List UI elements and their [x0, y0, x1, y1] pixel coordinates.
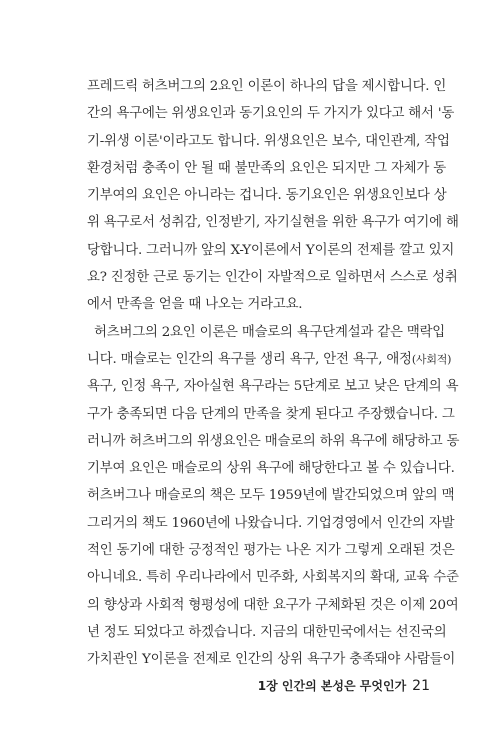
text-line: 요? 진정한 근로 동기는 인간이 자발적으로 일하면서 스스로 성취: [87, 270, 458, 286]
text-line: 적인 동기에 대한 긍정적인 평가는 나온 지가 그렇게 오래된 것은: [87, 543, 455, 559]
page-footer: [258, 677, 430, 694]
text-line: 가치관인 Y이론을 전제로 인간의 상위 욕구가 충족돼야 사람들이: [87, 652, 456, 668]
text-line: 그리거의 책도 1960년에 나왔습니다. 기업경영에서 인간의 자발: [87, 515, 455, 531]
text-line: 프레드릭 허츠버그의 2요인 이론이 하나의 답을 제시합니다. 인: [87, 79, 447, 94]
text-line: 러니까 허츠버그의 위생요인은 매슬로의 하위 욕구에 해당하고 동: [87, 433, 460, 449]
text-line: 당합니다. 그러니까 앞의 X-Y이론에서 Y이론의 전제를 깔고 있지: [87, 242, 455, 258]
page-number: 21: [412, 678, 430, 694]
text-line: 아니네요. 특히 우리나라에서 민주화, 사회복지의 확대, 교육 수준: [87, 570, 459, 586]
text-line: 허츠버그나 매슬로의 책은 모두 1959년에 발간되었으며 앞의 맥: [87, 488, 455, 504]
text-line: 환경처럼 충족이 안 될 때 불만족의 요인은 되지만 그 자체가 동: [87, 160, 446, 176]
inline-note: (사회적): [411, 352, 452, 366]
text-line: 구가 충족되면 다음 단계의 만족을 찾게 된다고 주장했습니다. 그: [87, 406, 455, 422]
text-line: 간의 욕구에는 위생요인과 동기요인의 두 가지가 있다고 해서 '동: [87, 106, 455, 122]
text-line-with-note: [87, 346, 452, 373]
text-line: 허츠버그의 2요인 이론은 매슬로의 욕구단계설과 같은 맥락입: [94, 324, 446, 340]
text-line: 기부여 요인은 매슬로의 상위 욕구에 해당한다고 볼 수 있습니다.: [87, 461, 455, 477]
text-line: 기-위생 이론'이라고도 합니다. 위생요인은 보수, 대인관계, 작업: [87, 133, 450, 149]
text-line: 기부여의 요인은 아니라는 겁니다. 동기요인은 위생요인보다 상: [87, 188, 447, 204]
text-line: 년 정도 되었다고 하겠습니다. 지금의 대한민국에서는 선진국의: [87, 624, 447, 640]
text-span: 니다. 매슬로는 인간의 욕구를 생리 욕구, 안전 욕구, 애정: [87, 351, 412, 367]
text-line: 에서 만족을 얻을 때 나오는 거라고요.: [87, 297, 303, 313]
text-line: 욕구, 인정 욕구, 자아실현 욕구라는 5단계로 보고 낮은 단계의 욕: [87, 379, 459, 395]
body-text: [87, 73, 460, 674]
text-line: 의 향상과 사회적 형평성에 대한 요구가 구체화된 것은 이제 20여: [87, 597, 459, 613]
text-line: 위 욕구로서 성취감, 인정받기, 자기실현을 위한 욕구가 여기에 해: [87, 215, 459, 231]
running-title: 1장 인간의 본성은 무엇인가: [257, 679, 407, 693]
